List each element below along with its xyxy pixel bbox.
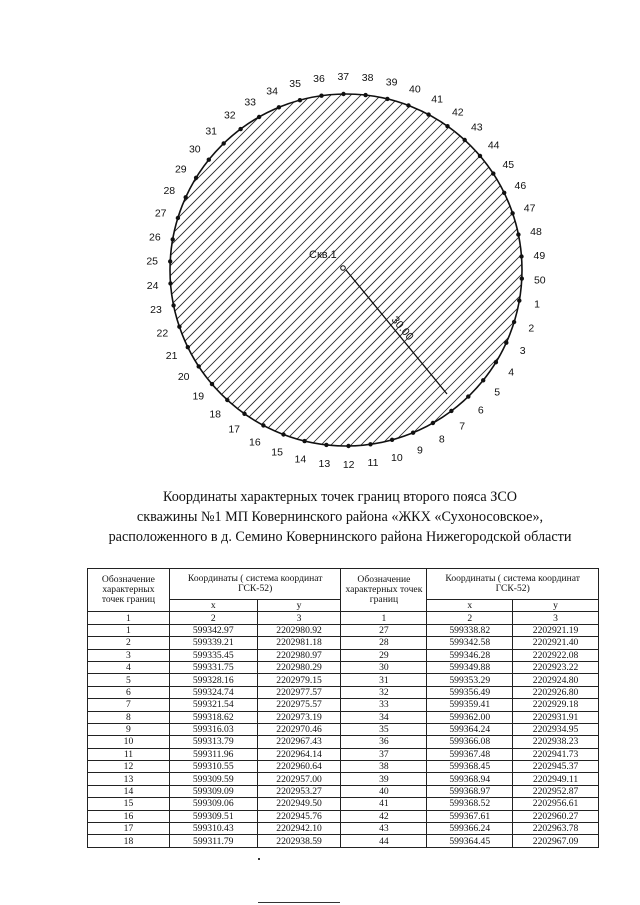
boundary-point-label: 30 xyxy=(188,143,201,156)
cell-x1: 599309.09 xyxy=(169,785,257,797)
boundary-point-label: 28 xyxy=(163,184,176,197)
header-coordinates-right: Координаты ( система координат ГСК-52) xyxy=(427,569,599,600)
boundary-point xyxy=(242,412,246,416)
cell-p1: 9 xyxy=(88,723,170,735)
cell-y2: 2202929.18 xyxy=(513,699,599,711)
boundary-point xyxy=(385,97,389,101)
cell-p2: 29 xyxy=(341,649,427,661)
header-x-left: x xyxy=(169,600,257,612)
hatch-line xyxy=(0,50,356,480)
cell-x2: 599356.49 xyxy=(427,686,513,698)
cell-p1: 1 xyxy=(88,624,170,636)
cell-p2: 30 xyxy=(341,661,427,673)
cell-x1: 599324.74 xyxy=(169,686,257,698)
cell-x2: 599364.24 xyxy=(427,723,513,735)
col-number-1: 1 xyxy=(88,612,170,624)
boundary-point-label: 49 xyxy=(533,250,546,263)
cell-y1: 2202960.64 xyxy=(257,761,341,773)
cell-y2: 2202952.87 xyxy=(513,785,599,797)
boundary-point xyxy=(222,141,226,145)
cell-p1: 5 xyxy=(88,674,170,686)
hatch-line xyxy=(366,50,640,480)
cell-p1: 15 xyxy=(88,798,170,810)
hatch-line xyxy=(176,50,616,480)
boundary-point xyxy=(261,423,265,427)
cell-y1: 2202979.15 xyxy=(257,674,341,686)
boundary-point-label: 23 xyxy=(150,304,162,316)
coordinates-table xyxy=(87,568,599,848)
cell-x1: 599316.03 xyxy=(169,723,257,735)
table-row xyxy=(88,723,599,735)
cell-p1: 8 xyxy=(88,711,170,723)
boundary-point xyxy=(504,341,508,345)
hatch-line xyxy=(0,50,376,480)
boundary-point-label: 41 xyxy=(431,93,443,106)
boundary-point-label: 7 xyxy=(459,420,466,433)
table-row xyxy=(88,798,599,810)
cell-p1: 12 xyxy=(88,761,170,773)
boundary-point xyxy=(466,394,470,398)
cell-p1: 13 xyxy=(88,773,170,785)
hatch-line xyxy=(136,50,576,480)
boundary-point-label: 17 xyxy=(228,423,241,436)
hatch-line xyxy=(376,50,640,480)
cell-x2: 599366.24 xyxy=(427,823,513,835)
cell-x1: 599335.45 xyxy=(169,649,257,661)
cell-p2: 38 xyxy=(341,761,427,773)
boundary-point-label: 6 xyxy=(477,404,484,417)
cell-p2: 33 xyxy=(341,699,427,711)
page-mark xyxy=(258,858,260,860)
cell-x2: 599367.48 xyxy=(427,748,513,760)
cell-x1: 599313.79 xyxy=(169,736,257,748)
boundary-point-label: 5 xyxy=(494,386,501,399)
boundary-point-label: 24 xyxy=(146,279,159,292)
header-point-designation-left: Обозначение характерных точек границ xyxy=(88,569,170,612)
table-row xyxy=(88,736,599,748)
cell-y2: 2202921.40 xyxy=(513,637,599,649)
cell-p2: 39 xyxy=(341,773,427,785)
table-row xyxy=(88,748,599,760)
cell-y1: 2202980.92 xyxy=(257,624,341,636)
boundary-point-label: 20 xyxy=(177,371,190,384)
table-row xyxy=(88,711,599,723)
cell-p2: 40 xyxy=(341,785,427,797)
cell-y1: 2202980.29 xyxy=(257,661,341,673)
boundary-point-label: 2 xyxy=(528,322,535,335)
header-y-left: y xyxy=(257,600,341,612)
hatch-line xyxy=(0,50,396,480)
boundary-point xyxy=(463,138,467,142)
cell-y2: 2202931.91 xyxy=(513,711,599,723)
cell-x2: 599368.94 xyxy=(427,773,513,785)
cell-x1: 599310.43 xyxy=(169,823,257,835)
header-y-right: y xyxy=(513,600,599,612)
boundary-point-label: 32 xyxy=(223,109,236,122)
boundary-point xyxy=(319,94,323,98)
cell-p1: 3 xyxy=(88,649,170,661)
cell-y1: 2202957.00 xyxy=(257,773,341,785)
cell-y1: 2202973.19 xyxy=(257,711,341,723)
boundary-point-label: 44 xyxy=(487,139,500,152)
boundary-point xyxy=(171,303,175,307)
boundary-point-label: 36 xyxy=(313,72,325,85)
radius-label: 30.00 xyxy=(388,314,416,344)
boundary-point-label: 15 xyxy=(271,446,283,459)
hatch-line xyxy=(0,50,326,480)
hatch-line xyxy=(96,50,536,480)
cell-x2: 599346.28 xyxy=(427,649,513,661)
cell-x1: 599331.75 xyxy=(169,661,257,673)
boundary-point xyxy=(168,259,172,263)
cell-p1: 11 xyxy=(88,748,170,760)
hatch-line xyxy=(236,50,640,480)
boundary-point xyxy=(194,176,198,180)
cell-y1: 2202942.10 xyxy=(257,823,341,835)
header-coordinates-left: Координаты ( система координат ГСК-52) xyxy=(169,569,341,600)
boundary-point xyxy=(510,211,514,215)
hatch-line xyxy=(356,50,640,480)
table-row xyxy=(88,699,599,711)
cell-y1: 2202977.57 xyxy=(257,686,341,698)
boundary-point-label: 1 xyxy=(534,298,541,311)
boundary-point xyxy=(324,443,328,447)
boundary-point xyxy=(197,364,201,368)
boundary-point-label: 18 xyxy=(209,408,222,421)
cell-y1: 2202953.27 xyxy=(257,785,341,797)
boundary-point-label: 35 xyxy=(289,77,301,90)
boundary-point xyxy=(502,191,506,195)
cell-y1: 2202980.97 xyxy=(257,649,341,661)
boundary-point-label: 40 xyxy=(409,83,421,96)
cell-x2: 599366.08 xyxy=(427,736,513,748)
cell-p2: 36 xyxy=(341,736,427,748)
cell-x2: 599368.52 xyxy=(427,798,513,810)
boundary-point xyxy=(186,345,190,349)
boundary-point-label: 14 xyxy=(294,453,307,466)
boundary-point xyxy=(431,421,435,425)
cell-x1: 599318.62 xyxy=(169,711,257,723)
table-caption xyxy=(80,487,600,547)
hatch-line xyxy=(76,50,516,480)
hatch-line xyxy=(126,50,566,480)
boundary-point-label: 31 xyxy=(205,125,218,138)
boundary-point xyxy=(481,378,485,382)
boundary-point xyxy=(517,298,521,302)
cell-y1: 2202975.57 xyxy=(257,699,341,711)
caption-line-2: скважины №1 МП Ковернинского района «ЖКХ «Сухоносовское», xyxy=(136,509,544,525)
hatch-line xyxy=(116,50,556,480)
boundary-point-label: 11 xyxy=(367,457,379,470)
cell-p2: 35 xyxy=(341,723,427,735)
cell-p1: 18 xyxy=(88,835,170,847)
cell-x2: 599342.58 xyxy=(427,637,513,649)
boundary-point-label: 12 xyxy=(342,459,355,471)
cell-y2: 2202934.95 xyxy=(513,723,599,735)
cell-x1: 599311.79 xyxy=(169,835,257,847)
cell-x2: 599338.82 xyxy=(427,624,513,636)
cell-x1: 599339.21 xyxy=(169,637,257,649)
boundary-point-label: 48 xyxy=(530,226,542,238)
cell-y2: 2202963.78 xyxy=(513,823,599,835)
cell-p1: 4 xyxy=(88,661,170,673)
cell-y1: 2202938.59 xyxy=(257,835,341,847)
col-number-3: 3 xyxy=(513,612,599,624)
boundary-point-label: 9 xyxy=(416,444,423,457)
boundary-point xyxy=(171,237,175,241)
hatch-line xyxy=(306,50,640,480)
cell-p1: 10 xyxy=(88,736,170,748)
boundary-point-label: 46 xyxy=(514,180,527,192)
cell-y2: 2202967.09 xyxy=(513,835,599,847)
cell-x2: 599364.45 xyxy=(427,835,513,847)
cell-p1: 2 xyxy=(88,637,170,649)
cell-y1: 2202945.76 xyxy=(257,810,341,822)
cell-x1: 599309.51 xyxy=(169,810,257,822)
hatch-line xyxy=(0,50,336,480)
well-marker xyxy=(341,266,346,271)
cell-x2: 599359.41 xyxy=(427,699,513,711)
boundary-point xyxy=(346,444,350,448)
cell-y1: 2202981.18 xyxy=(257,637,341,649)
table-row xyxy=(88,624,599,636)
cell-p2: 32 xyxy=(341,686,427,698)
cell-x1: 599328.16 xyxy=(169,674,257,686)
caption-line-3: расположенного в д. Семино Ковернинского района Нижегородской области xyxy=(108,529,572,545)
cell-y2: 2202926.80 xyxy=(513,686,599,698)
boundary-point xyxy=(390,438,394,442)
boundary-point-label: 8 xyxy=(438,433,445,446)
table-row xyxy=(88,810,599,822)
cell-p2: 34 xyxy=(341,711,427,723)
hatch-line xyxy=(0,50,346,480)
cell-y2: 2202938.23 xyxy=(513,736,599,748)
cell-p1: 14 xyxy=(88,785,170,797)
table-row xyxy=(88,761,599,773)
table-row xyxy=(88,637,599,649)
caption-line-1: Координаты характерных точек границ второго пояса ЗСО xyxy=(162,489,518,505)
cell-p2: 37 xyxy=(341,748,427,760)
boundary-point xyxy=(207,158,211,162)
boundary-point xyxy=(298,98,302,102)
col-number-3: 3 xyxy=(257,612,341,624)
boundary-point-label: 33 xyxy=(244,96,257,109)
header-x-right: x xyxy=(427,600,513,612)
cell-p2: 44 xyxy=(341,835,427,847)
boundary-point xyxy=(225,398,229,402)
boundary-point xyxy=(281,432,285,436)
cell-p2: 42 xyxy=(341,810,427,822)
boundary-point-label: 45 xyxy=(502,158,515,171)
boundary-point xyxy=(494,360,498,364)
table-row xyxy=(88,835,599,847)
boundary-point-label: 22 xyxy=(156,327,169,340)
cell-x2: 599349.88 xyxy=(427,661,513,673)
boundary-point xyxy=(341,92,345,96)
table-row xyxy=(88,773,599,785)
cell-y1: 2202967.43 xyxy=(257,736,341,748)
table-row xyxy=(88,823,599,835)
boundary-point-label: 47 xyxy=(523,202,536,215)
cell-x1: 599321.54 xyxy=(169,699,257,711)
boundary-point-label: 37 xyxy=(337,71,350,83)
boundary-point-label: 25 xyxy=(146,255,159,268)
boundary-point-label: 29 xyxy=(174,163,187,176)
cell-y2: 2202922.08 xyxy=(513,649,599,661)
boundary-point xyxy=(210,382,214,386)
hatch-line xyxy=(0,50,406,480)
hatch-line xyxy=(0,50,386,480)
cell-y2: 2202923.22 xyxy=(513,661,599,673)
hatch-line xyxy=(186,50,626,480)
cell-p1: 6 xyxy=(88,686,170,698)
boundary-point-label: 26 xyxy=(149,231,161,244)
boundary-point-label: 10 xyxy=(391,452,403,465)
boundary-point xyxy=(184,195,188,199)
well-label: Скв.1 xyxy=(309,249,337,261)
cell-y2: 2202921.19 xyxy=(513,624,599,636)
header-point-designation-right: Обозначение характерных точек границ xyxy=(341,569,427,612)
boundary-point-label: 4 xyxy=(508,366,515,379)
cell-y1: 2202970.46 xyxy=(257,723,341,735)
cell-x1: 599342.97 xyxy=(169,624,257,636)
boundary-point xyxy=(426,112,430,116)
boundary-point xyxy=(520,276,524,280)
cell-x2: 599368.97 xyxy=(427,785,513,797)
boundary-point-label: 16 xyxy=(249,436,261,449)
hatch-line xyxy=(246,50,640,480)
boundary-point-label: 38 xyxy=(361,72,374,85)
boundary-point-label: 34 xyxy=(266,85,278,98)
boundary-point xyxy=(277,105,281,109)
cell-x1: 599311.96 xyxy=(169,748,257,760)
boundary-point xyxy=(411,431,415,435)
table-row xyxy=(88,661,599,673)
hatch-line xyxy=(296,50,640,480)
cell-y2: 2202949.11 xyxy=(513,773,599,785)
boundary-point-label: 43 xyxy=(470,121,483,134)
boundary-point xyxy=(176,216,180,220)
col-number-2: 2 xyxy=(427,612,513,624)
cell-x1: 599309.59 xyxy=(169,773,257,785)
cell-x2: 599368.45 xyxy=(427,761,513,773)
boundary-point-label: 3 xyxy=(519,345,526,358)
boundary-point xyxy=(406,103,410,107)
boundary-point xyxy=(449,409,453,413)
boundary-point xyxy=(478,154,482,158)
cell-x1: 599309.06 xyxy=(169,798,257,810)
hatch-line xyxy=(256,50,640,480)
boundary-point xyxy=(519,254,523,258)
cell-y2: 2202941.73 xyxy=(513,748,599,760)
col-number-1: 1 xyxy=(341,612,427,624)
cell-y2: 2202956.61 xyxy=(513,798,599,810)
footer-rule xyxy=(258,902,340,903)
boundary-point xyxy=(168,281,172,285)
cell-p2: 43 xyxy=(341,823,427,835)
boundary-point-label: 27 xyxy=(154,207,167,220)
cell-x2: 599353.29 xyxy=(427,674,513,686)
boundary-point-label: 13 xyxy=(318,457,331,470)
col-number-2: 2 xyxy=(169,612,257,624)
cell-p2: 27 xyxy=(341,624,427,636)
cell-x1: 599310.55 xyxy=(169,761,257,773)
boundary-point-label: 19 xyxy=(192,390,205,403)
boundary-point-label: 50 xyxy=(533,274,546,287)
hatch-line xyxy=(386,50,640,480)
cell-p2: 41 xyxy=(341,798,427,810)
cell-p2: 28 xyxy=(341,637,427,649)
boundary-point xyxy=(238,127,242,131)
boundary-point-label: 21 xyxy=(165,350,178,362)
hatch-line xyxy=(223,50,640,480)
boundary-point xyxy=(512,320,516,324)
boundary-point xyxy=(516,232,520,236)
cell-p1: 17 xyxy=(88,823,170,835)
cell-x2: 599362.00 xyxy=(427,711,513,723)
boundary-point xyxy=(368,442,372,446)
cell-p1: 16 xyxy=(88,810,170,822)
boundary-point xyxy=(491,171,495,175)
zone-hatching xyxy=(0,50,640,480)
table-row xyxy=(88,674,599,686)
table-row xyxy=(88,785,599,797)
boundary-point xyxy=(445,124,449,128)
cell-y2: 2202960.27 xyxy=(513,810,599,822)
cell-y2: 2202924.80 xyxy=(513,674,599,686)
cell-y1: 2202964.14 xyxy=(257,748,341,760)
cell-p2: 31 xyxy=(341,674,427,686)
boundary-point-label: 42 xyxy=(451,106,464,119)
boundary-point xyxy=(257,115,261,119)
table-row xyxy=(88,649,599,661)
hatch-line xyxy=(0,50,416,480)
boundary-point xyxy=(363,93,367,97)
cell-p1: 7 xyxy=(88,699,170,711)
table-row xyxy=(88,686,599,698)
boundary-point-label: 39 xyxy=(385,76,398,89)
cell-x2: 599367.61 xyxy=(427,810,513,822)
hatch-line xyxy=(156,50,596,480)
boundary-point xyxy=(302,439,306,443)
cell-y1: 2202949.50 xyxy=(257,798,341,810)
boundary-point xyxy=(177,325,181,329)
cell-y2: 2202945.37 xyxy=(513,761,599,773)
